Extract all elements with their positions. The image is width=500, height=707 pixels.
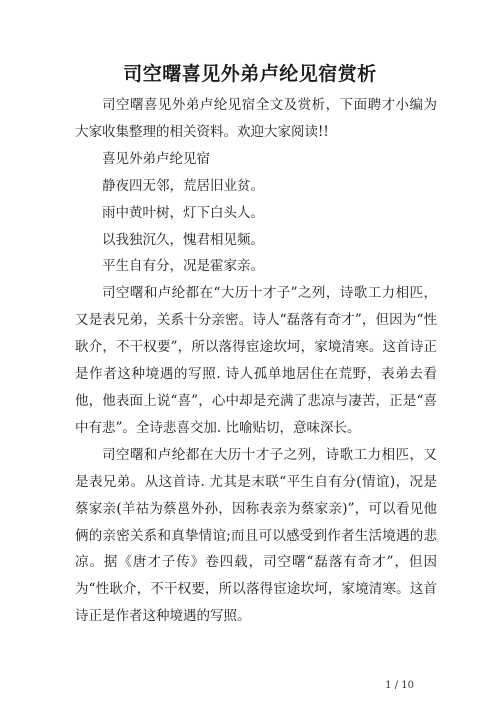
poem-title: 喜见外弟卢纶见宿 — [102, 150, 210, 167]
poem-line: 静夜四无邻，荒居旧业贫。 — [102, 177, 264, 194]
analysis-paragraph: 司空曙和卢纶都在“大历十才子”之列，诗歌工力相匹，又是表兄弟，关系十分亲密。诗人“磊落有奇才”，但因为“性耿介，不干权要”，所以落得宦途坎坷，家境清寒。这首诗正是作者这种境遇的写照. 诗人孤单地居住在荒野，表弟去看他，他表面上说“喜”，心中却是充满了悲凉与凄苦，正是“喜中有悲”。全诗悲喜交加. 比喻贴切，意味深长。 — [75, 285, 437, 436]
document-body — [75, 92, 437, 630]
intro-paragraph: 司空曙喜见外弟卢纶见宿全文及赏析，下面聘才小编为大家收集整理的相关资料。欢迎大家阅读!! — [75, 97, 437, 140]
poem-line: 以我独沉久，愧君相见频。 — [102, 231, 264, 248]
page-number: 1 / 10 — [385, 680, 414, 691]
poem-line: 雨中黄叶树，灯下白头人。 — [102, 204, 264, 221]
analysis-paragraph: 司空曙和卢纶都在大历十才子之列，诗歌工力相匹，又是表兄弟。从这首诗. 尤其是末联“平生自有分(情谊)，况是蔡家亲(羊祜为蔡邕外孙，因称表亲为蔡家亲)”，可以看见他俩的亲密关系和真挚情谊;而且可以感受到作者生活境遇的悲凉。据《唐才子传》卷四载，司空曙“磊落有奇才”，但因为“性耿介，不干权要，所以落得宦途坎坷，家境清寒。这首诗正是作者这种境遇的写照。 — [75, 446, 437, 625]
poem-line: 平生自有分，况是霍家亲。 — [102, 258, 264, 275]
document-title: 司空曙喜见外弟卢纶见宿赏析 — [123, 63, 377, 85]
